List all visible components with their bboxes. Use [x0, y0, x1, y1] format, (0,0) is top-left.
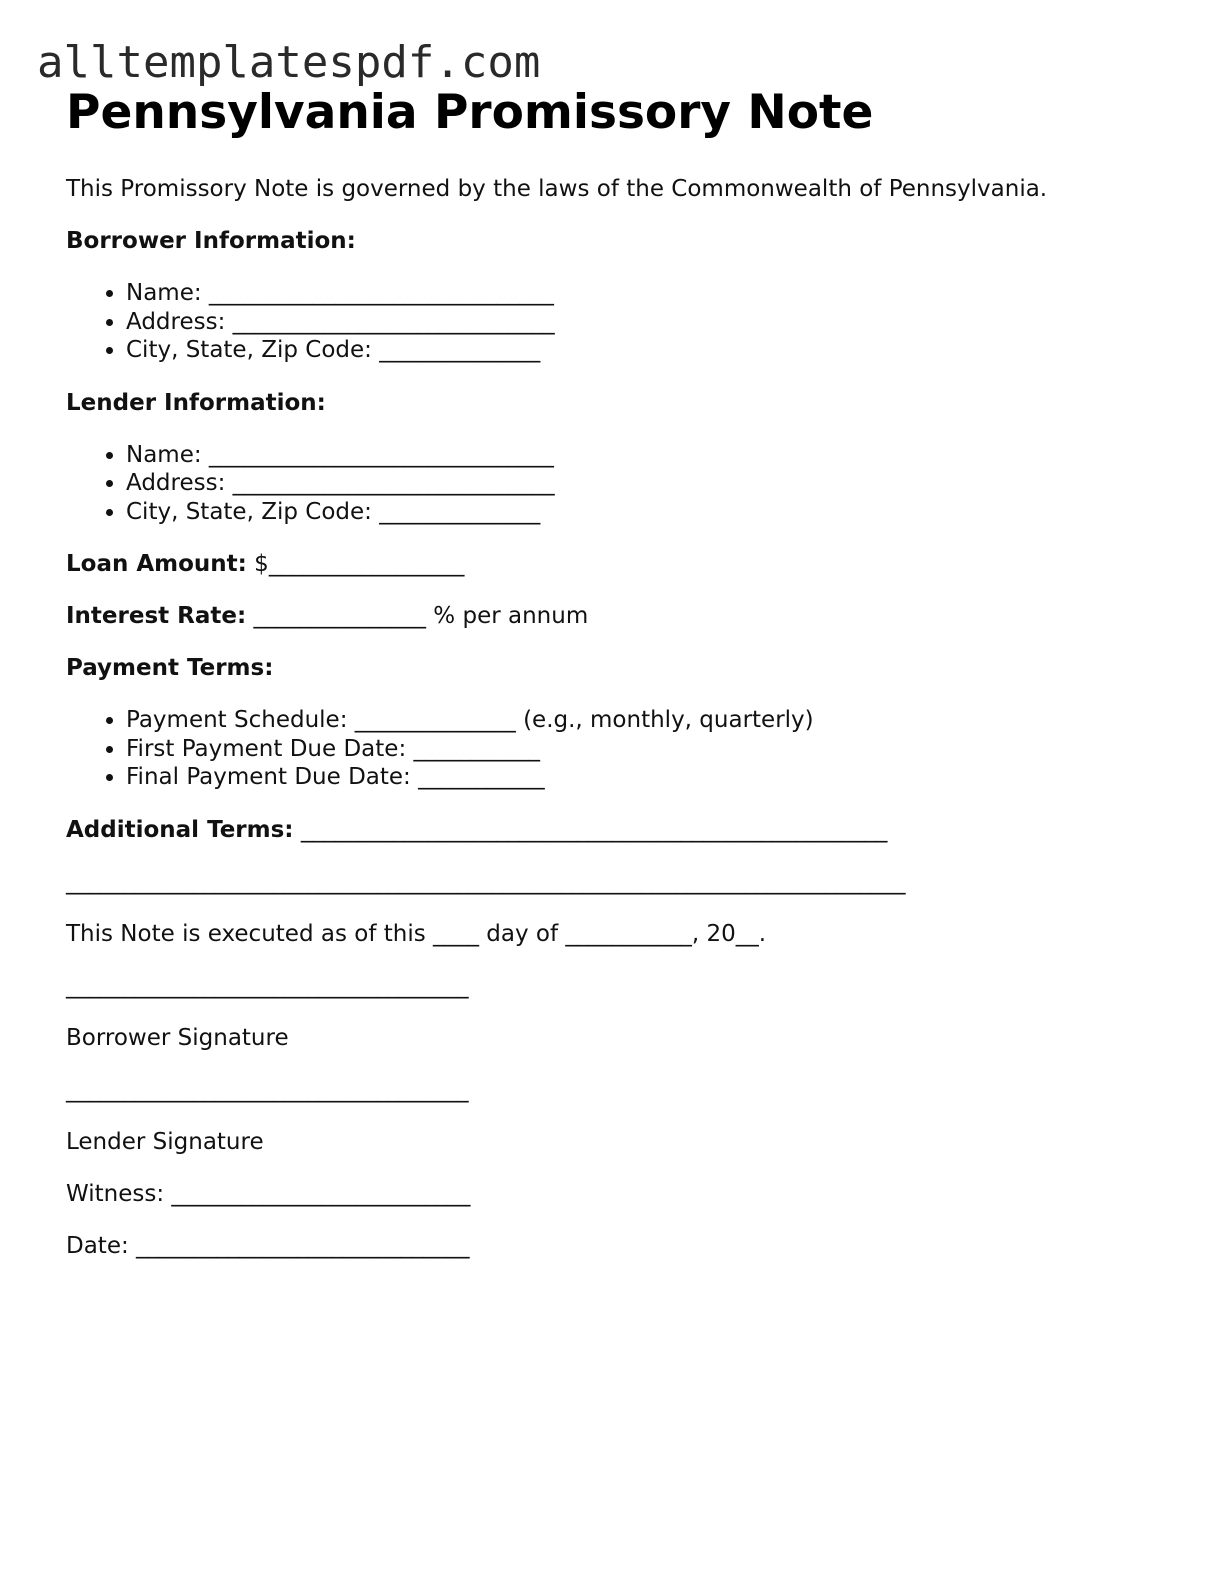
interest-rate-label: Interest Rate:	[66, 603, 247, 629]
page-title: Pennsylvania Promissory Note	[66, 85, 874, 140]
execution-date-line[interactable]: This Note is executed as of this ____ day of ___________, 20__.	[66, 920, 767, 947]
borrower-signature-line[interactable]: ___________________________________	[66, 972, 469, 999]
watermark: alltemplatespdf.com	[37, 37, 541, 88]
borrower-name-field[interactable]: • Name: ______________________________	[126, 279, 1166, 308]
lender-signature-line[interactable]: ___________________________________	[66, 1076, 469, 1103]
lender-name-field[interactable]: • Name: ______________________________	[126, 441, 1166, 470]
loan-amount-label: Loan Amount:	[66, 551, 247, 577]
borrower-address-field[interactable]: • Address: ____________________________	[126, 308, 1166, 337]
loan-amount-field[interactable]: $_________________	[246, 551, 465, 577]
lender-address-field[interactable]: • Address: ____________________________	[126, 469, 1166, 498]
payment-terms-list	[66, 706, 1166, 792]
payment-schedule-field[interactable]: • Payment Schedule: ______________ (e.g., monthly, quarterly)	[126, 706, 1166, 735]
intro-paragraph: This Promissory Note is governed by the laws of the Commonwealth of Pennsylvania.	[66, 176, 1048, 202]
final-payment-date-field[interactable]: • Final Payment Due Date: ___________	[126, 763, 1166, 792]
additional-terms-continuation[interactable]: _________________________________________________________________________	[66, 868, 906, 895]
additional-terms-field[interactable]: ___________________________________________________	[293, 816, 888, 843]
lender-heading: Lender Information:	[66, 389, 326, 416]
first-payment-date-field[interactable]: • First Payment Due Date: ___________	[126, 735, 1166, 764]
borrower-heading: Borrower Information:	[66, 228, 356, 254]
interest-rate-row	[66, 602, 1166, 630]
date-field[interactable]: Date: _____________________________	[66, 1232, 470, 1259]
lender-signature-label: Lender Signature	[66, 1128, 264, 1155]
borrower-city-state-zip-field[interactable]: • City, State, Zip Code: ______________	[126, 336, 1166, 365]
loan-amount-row	[66, 550, 1166, 578]
witness-field[interactable]: Witness: __________________________	[66, 1180, 471, 1207]
document-body	[66, 82, 1166, 1260]
lender-list	[66, 441, 1166, 527]
payment-terms-heading: Payment Terms:	[66, 655, 274, 681]
additional-terms-row	[66, 816, 1166, 844]
borrower-list	[66, 279, 1166, 365]
additional-terms-label: Additional Terms:	[66, 816, 294, 843]
borrower-signature-label: Borrower Signature	[66, 1024, 289, 1051]
interest-rate-field[interactable]: _______________ % per annum	[246, 603, 589, 629]
lender-city-state-zip-field[interactable]: • City, State, Zip Code: ______________	[126, 498, 1166, 527]
